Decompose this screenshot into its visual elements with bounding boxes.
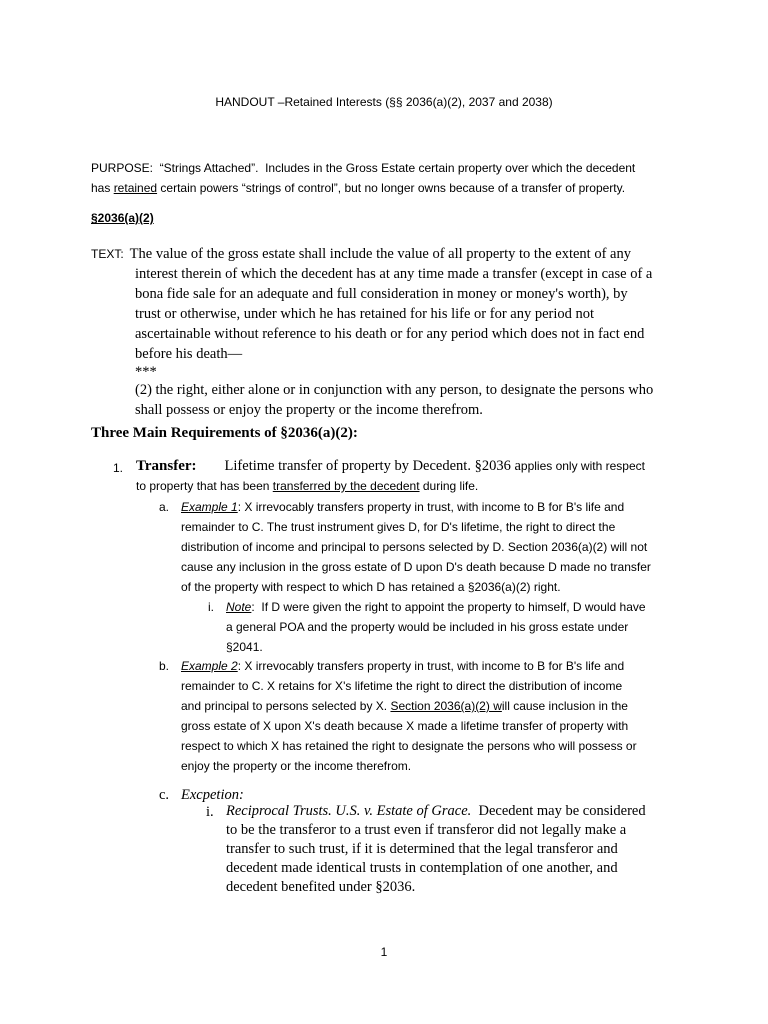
item1-line1-sans: pplies only with respect	[520, 459, 645, 473]
item-a-example1	[181, 497, 651, 597]
note-line2: a general POA and the property would be included in his gross estate under	[226, 620, 629, 634]
item1-line2-underlined: transferred by the decedent	[272, 479, 420, 493]
item-a-i-marker: i.	[208, 600, 214, 614]
text-line1: The value of the gross estate shall include the value of all property to the extent of any	[129, 246, 631, 262]
example1-line4: cause any inclusion in the gross estate of D upon D's death because D made no transfer	[181, 560, 651, 574]
purpose-label: PURPOSE:	[91, 161, 154, 175]
text-line3: bona fide sale for an adequate and full consideration in money or money's worth), by	[135, 286, 628, 302]
item-c-marker: c.	[159, 787, 170, 803]
note-line3: §2041.	[226, 640, 263, 654]
item-b-marker: b.	[159, 659, 170, 673]
text-line6: before his death—	[135, 346, 243, 362]
text-line7: (2) the right, either alone or in conjunction with any person, to designate the persons who	[135, 382, 654, 398]
reciprocal-line4: decedent made identical trusts in contemplation of one another, and	[226, 860, 618, 876]
example2-line6: enjoy the property or the income therefrom.	[181, 759, 412, 773]
item1-line2-pre: to property that has been	[136, 479, 273, 493]
example2-line5: respect to which X has retained the right to designate the persons who will possess or	[181, 739, 637, 753]
purpose-line2-pre: has	[91, 181, 114, 195]
reciprocal-line1: Decedent may be considered	[471, 803, 646, 819]
note-line1: : If D were given the right to appoint the property to himself, D would have	[251, 600, 646, 614]
purpose-line2-post: certain powers “strings of control”, but no longer owns because of a transfer of property.	[157, 181, 626, 195]
text-stars: ***	[135, 364, 157, 380]
item1-line1-serif: Lifetime transfer of property by Decedent. §2036 a	[224, 458, 521, 474]
text-label: TEXT:	[91, 247, 124, 261]
example2-line1: : X irrevocably transfers property in trust, with income to B for B's life and	[237, 659, 625, 673]
item-a-marker: a.	[159, 500, 170, 514]
purpose-paragraph	[91, 158, 635, 198]
example2-label: Example 2	[181, 659, 238, 673]
reciprocal-line2: to be the transferor to a trust even if transferor did not legally make a	[226, 822, 627, 838]
example1-line1: : X irrevocably transfers property in trust, with income to B for B's life and	[237, 500, 625, 514]
example1-line2: remainder to C. The trust instrument gives D, for D's lifetime, the right to direct the	[181, 520, 616, 534]
note-label: Note	[226, 600, 252, 614]
purpose-retained: retained	[113, 181, 158, 195]
example2-line3-pre: and principal to persons selected by X.	[181, 699, 391, 713]
purpose-line1: “Strings Attached”. Includes in the Gross Estate certain property over which the decedent	[153, 161, 636, 175]
page-number: 1	[380, 945, 388, 959]
example2-line2: remainder to C. X retains for X's lifetime the right to direct the distribution of income	[181, 679, 623, 693]
example1-label: Example 1	[181, 500, 238, 514]
item1-label: Transfer:	[136, 458, 197, 474]
item1-line2-post: during life.	[419, 479, 479, 493]
example2-line3-underlined: Section 2036(a)(2) w	[390, 699, 502, 713]
item1-transfer	[136, 456, 645, 496]
statute-text	[91, 244, 653, 420]
text-line4: trust or otherwise, under which he has retained for his life or for any period not	[135, 306, 595, 322]
item-c-exception-label: Excpetion:	[181, 787, 244, 803]
example1-line5: of the property with respect to which D has retained a §2036(a)(2) right.	[181, 580, 561, 594]
reciprocal-trusts-italic: Reciprocal Trusts. U.S. v. Estate of Grace.	[226, 803, 472, 819]
example2-line4: gross estate of X upon X's death because X made a lifetime transfer of property with	[181, 719, 629, 733]
document-title: HANDOUT –Retained Interests (§§ 2036(a)(2), 2037 and 2038)	[215, 95, 553, 109]
text-line5: ascertainable without reference to his death or for any period which does not in fact end	[135, 326, 645, 342]
example1-line3: distribution of income and principal to persons selected by D. Section 2036(a)(2) will not	[181, 540, 648, 554]
item-c-i-reciprocal-trusts	[226, 802, 646, 897]
text-line2: interest therein of which the decedent has at any time made a transfer (except in case of a	[135, 266, 653, 282]
reciprocal-line3: transfer to such trust, if it is determined that the legal transferor and	[226, 841, 618, 857]
example2-line3-post: ill cause inclusion in the	[501, 699, 628, 713]
text-line8: shall possess or enjoy the property or the income therefrom.	[135, 402, 483, 418]
section-heading: §2036(a)(2)	[91, 211, 154, 225]
item-a-i-note	[226, 597, 646, 657]
item1-number: 1.	[113, 461, 124, 475]
item-b-example2	[181, 656, 637, 776]
requirements-heading: Three Main Requirements of §2036(a)(2):	[91, 425, 358, 441]
item-c-i-marker: i.	[206, 804, 214, 820]
reciprocal-line5: decedent benefited under §2036.	[226, 879, 416, 895]
